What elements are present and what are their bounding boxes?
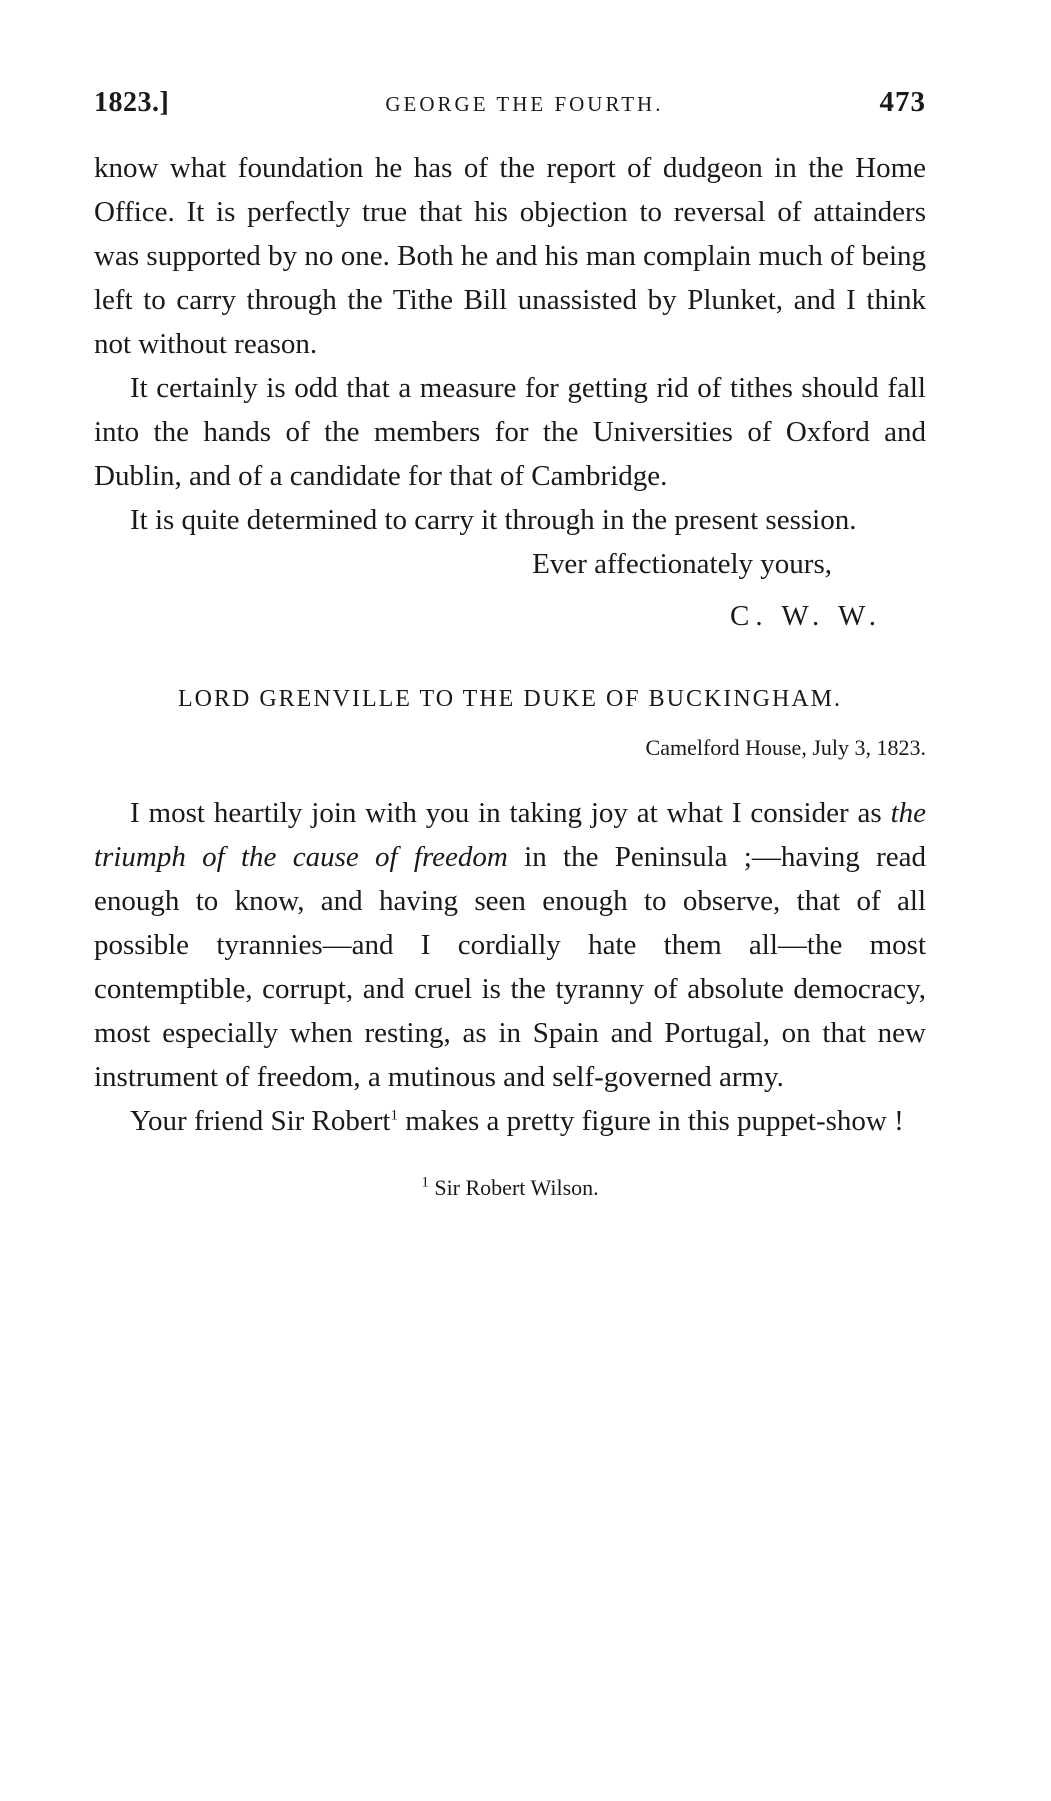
running-head <box>94 86 926 134</box>
letter-paragraph-1 <box>94 791 926 1099</box>
footnote-reference: 1 <box>390 1107 398 1124</box>
footnote-text: Sir Robert Wilson. <box>434 1175 599 1200</box>
letter-paragraph-1-end: in the Peninsula ;—having read enough to know, and having seen enough to observe, that of all possible tyrannies—and I cordially hate them all—the most contemptible, corrupt, and cruel is the tyranny of absolute democracy, most especially when resting, as in Spain and Portugal, on that new instrument of freedom, a mutinous and self-governed army. <box>94 841 926 1093</box>
footnote-marker: 1 <box>421 1174 429 1191</box>
italic-phrase: the triumph of the cause of freedom <box>94 797 926 873</box>
paragraph-1: know what foundation he has of the report of dudgeon in the Home Office. It is perfectly true that his objection to reversal of attainders was supported by no one. Both he and his man complain much of being left to carry through the Tithe Bill unassisted by Plunket, and I think not without reason. <box>94 152 926 360</box>
letter-dateline: Camelford House, July 3, 1823. <box>645 735 926 760</box>
letter-heading: LORD GRENVILLE TO THE DUKE OF BUCKINGHAM. <box>178 686 842 712</box>
paragraph-2: It certainly is odd that a measure for getting rid of tithes should fall into the hands of the members for the Universities of Oxford and Dublin, and of a candidate for that of Cambridge. <box>94 372 926 492</box>
valediction: Ever affectionately yours, <box>532 548 832 580</box>
paragraph-3: It is quite determined to carry it through in the present session. <box>130 504 857 536</box>
page-number: 473 <box>879 86 926 118</box>
signature: C. W. W. <box>730 600 882 632</box>
letter-paragraph-2 <box>94 1099 926 1143</box>
running-head-title: GEORGE THE FOURTH. <box>385 92 664 116</box>
letter-paragraph-2-end: makes a pretty figure in this puppet-show ! <box>397 1105 904 1137</box>
footnote <box>94 1175 926 1201</box>
running-head-year: 1823.] <box>94 87 170 118</box>
letter-paragraph-2-start: Your friend Sir Robert <box>130 1105 391 1137</box>
book-page <box>94 86 926 1201</box>
letter-closing <box>94 542 926 638</box>
letter-paragraph-1-start: I most heartily join with you in taking joy at what I consider as <box>130 797 891 829</box>
